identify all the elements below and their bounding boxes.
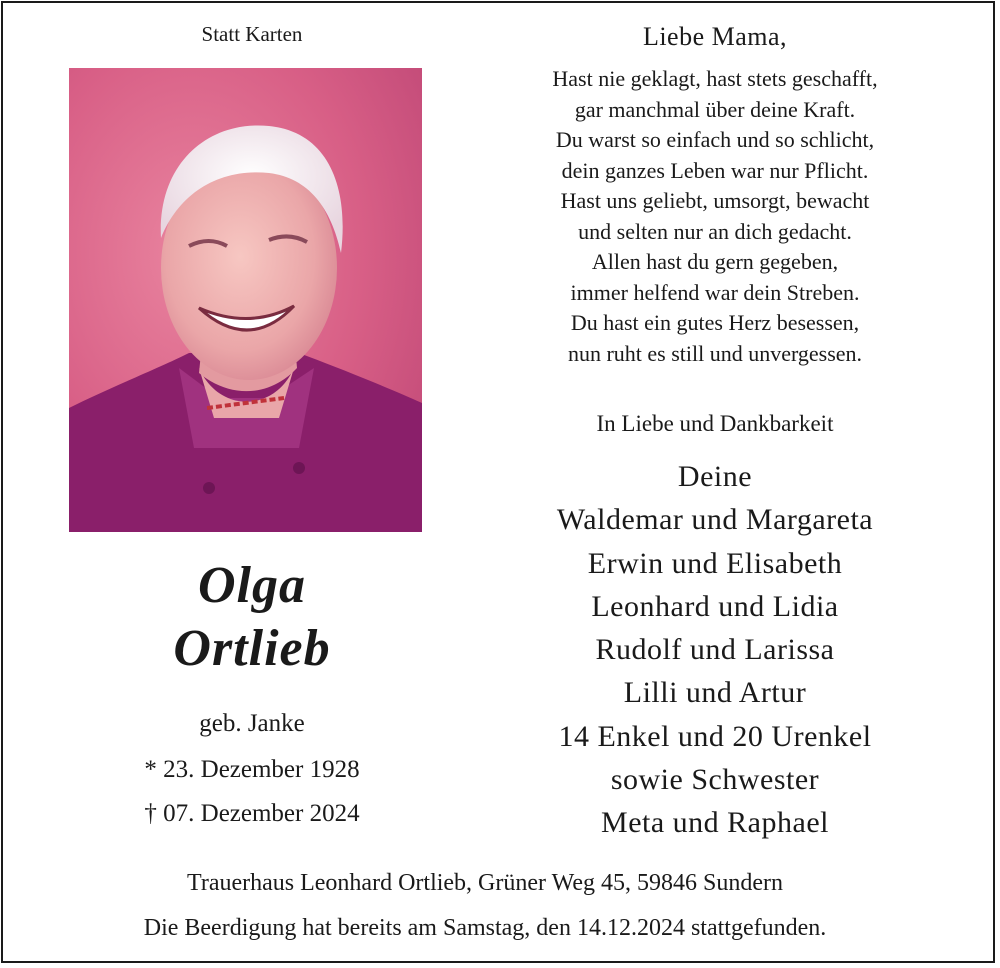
poem-line: nun ruht es still und unvergessen. — [567, 340, 863, 366]
poem-line: immer helfend war dein Streben. — [570, 279, 860, 305]
mourning-house-address: Trauerhaus Leonhard Ortlieb, Grüner Weg 45, 59846 Sundern — [187, 870, 783, 896]
poem-line: Du hast ein gutes Herz besessen, — [570, 310, 860, 335]
mourner-line: Erwin und Elisabeth — [587, 546, 843, 580]
poem-line: Hast nie geklagt, hast stets geschafft, — [552, 66, 878, 91]
poem-line: gar manchmal über deine Kraft. — [574, 96, 856, 122]
poem-line: Allen hast du gern gegeben, — [591, 249, 839, 274]
death-date: † 07. Dezember 2024 — [144, 800, 360, 827]
mourners-list — [470, 455, 960, 845]
poem-line: Du warst so einfach und so schlicht, — [555, 127, 875, 152]
poem-greeting: Liebe Mama, — [642, 22, 788, 51]
funeral-note: Die Beerdigung hat bereits am Samstag, den 14.12.2024 stattgefunden. — [143, 915, 827, 941]
mourner-line: Waldemar und Margareta — [556, 503, 874, 537]
deceased-last-name: Ortlieb — [173, 620, 331, 677]
statt-karten-label: Statt Karten — [201, 22, 303, 46]
deceased-first-name: Olga — [198, 557, 306, 614]
poem — [470, 64, 960, 369]
mourner-line: 14 Enkel und 20 Urenkel — [558, 719, 872, 753]
mourner-line: Deine — [677, 460, 753, 493]
poem-line: Hast uns geliebt, umsorgt, bewacht — [560, 188, 870, 213]
poem-line: dein ganzes Leben war nur Pflicht. — [561, 157, 869, 183]
born-name: geb. Janke — [199, 710, 305, 737]
thanks-intro: In Liebe und Dankbarkeit — [596, 411, 834, 436]
poem-line: und selten nur an dich gedacht. — [578, 218, 852, 244]
mourner-line: Meta und Raphael — [601, 806, 829, 840]
portrait-photo — [69, 68, 422, 532]
portrait-illustration — [69, 68, 422, 532]
mourner-line: sowie Schwester — [610, 763, 820, 797]
birth-date: * 23. Dezember 1928 — [144, 756, 360, 783]
mourner-line: Leonhard und Lidia — [591, 589, 839, 623]
mourner-line: Lilli und Artur — [623, 676, 807, 710]
mourner-line: Rudolf und Larissa — [595, 633, 835, 667]
